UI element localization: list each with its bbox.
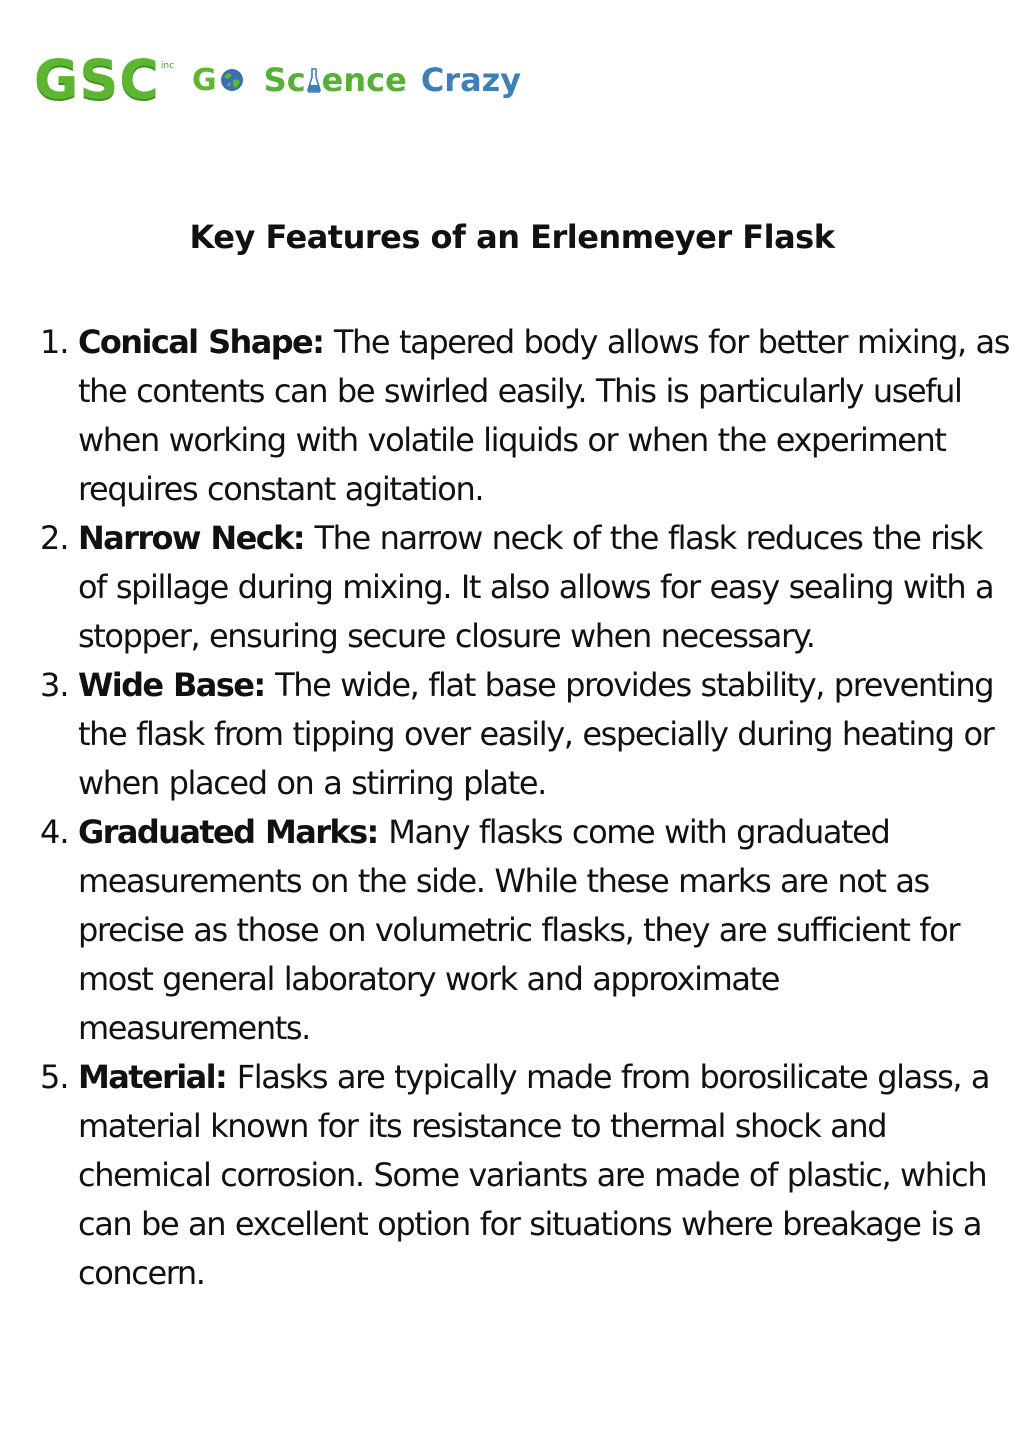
brand-logo — [34, 50, 521, 110]
feature-text: Flasks are typically made from borosilicate glass, a material known for its resistance to thermal shock and chemical corrosion. Some variants are made of plastic, which can be an excellent option for situations where breakage is a concern. — [78, 1058, 990, 1292]
feature-heading: Graduated Marks: — [78, 813, 389, 851]
feature-item — [40, 808, 1010, 1053]
feature-heading: Narrow Neck: — [78, 519, 315, 557]
logo-science — [264, 61, 407, 99]
feature-number: 4. — [40, 813, 69, 851]
feature-text: The narrow neck of the flask reduces the risk of spillage during mixing. It also allows for easy sealing with a stopper, ensuring secure closure when necessary. — [78, 519, 994, 655]
feature-number: 1. — [40, 323, 69, 361]
logo-crazy: Crazy — [420, 61, 522, 99]
feature-text: The wide, flat base provides stability, preventing the flask from tipping over easily, especially during heating or when placed on a stirring plate. — [78, 666, 994, 802]
feature-item — [40, 514, 1010, 661]
logo-go — [192, 63, 244, 98]
logo-inc: inc — [160, 61, 175, 71]
feature-list — [40, 318, 1010, 1298]
globe-icon — [220, 68, 244, 92]
feature-number: 3. — [40, 666, 69, 704]
feature-text: Many flasks come with graduated measurements on the side. While these marks are not as precise as those on volumetric flasks, they are sufficient for most general laboratory work and approximate measurements. — [78, 813, 960, 1047]
page-title: Key Features of an Erlenmeyer Flask — [189, 218, 835, 256]
flask-icon — [307, 67, 321, 93]
logo-gsc: GSC — [34, 48, 160, 111]
logo-science-part2: ence — [321, 61, 407, 99]
feature-number: 5. — [40, 1058, 69, 1096]
feature-item — [40, 661, 1010, 808]
logo-science-part1: Sc — [263, 61, 306, 99]
feature-number: 2. — [40, 519, 69, 557]
feature-heading: Material: — [78, 1058, 237, 1096]
feature-heading: Conical Shape: — [78, 323, 334, 361]
feature-heading: Wide Base: — [78, 666, 276, 704]
feature-item — [40, 1053, 1010, 1298]
feature-item — [40, 318, 1010, 514]
feature-text: The tapered body allows for better mixing, as the contents can be swirled easily. This is particularly useful when working with volatile liquids or when the experiment requires constant agitation. — [78, 323, 1010, 508]
logo-go-letter: G — [192, 62, 217, 98]
